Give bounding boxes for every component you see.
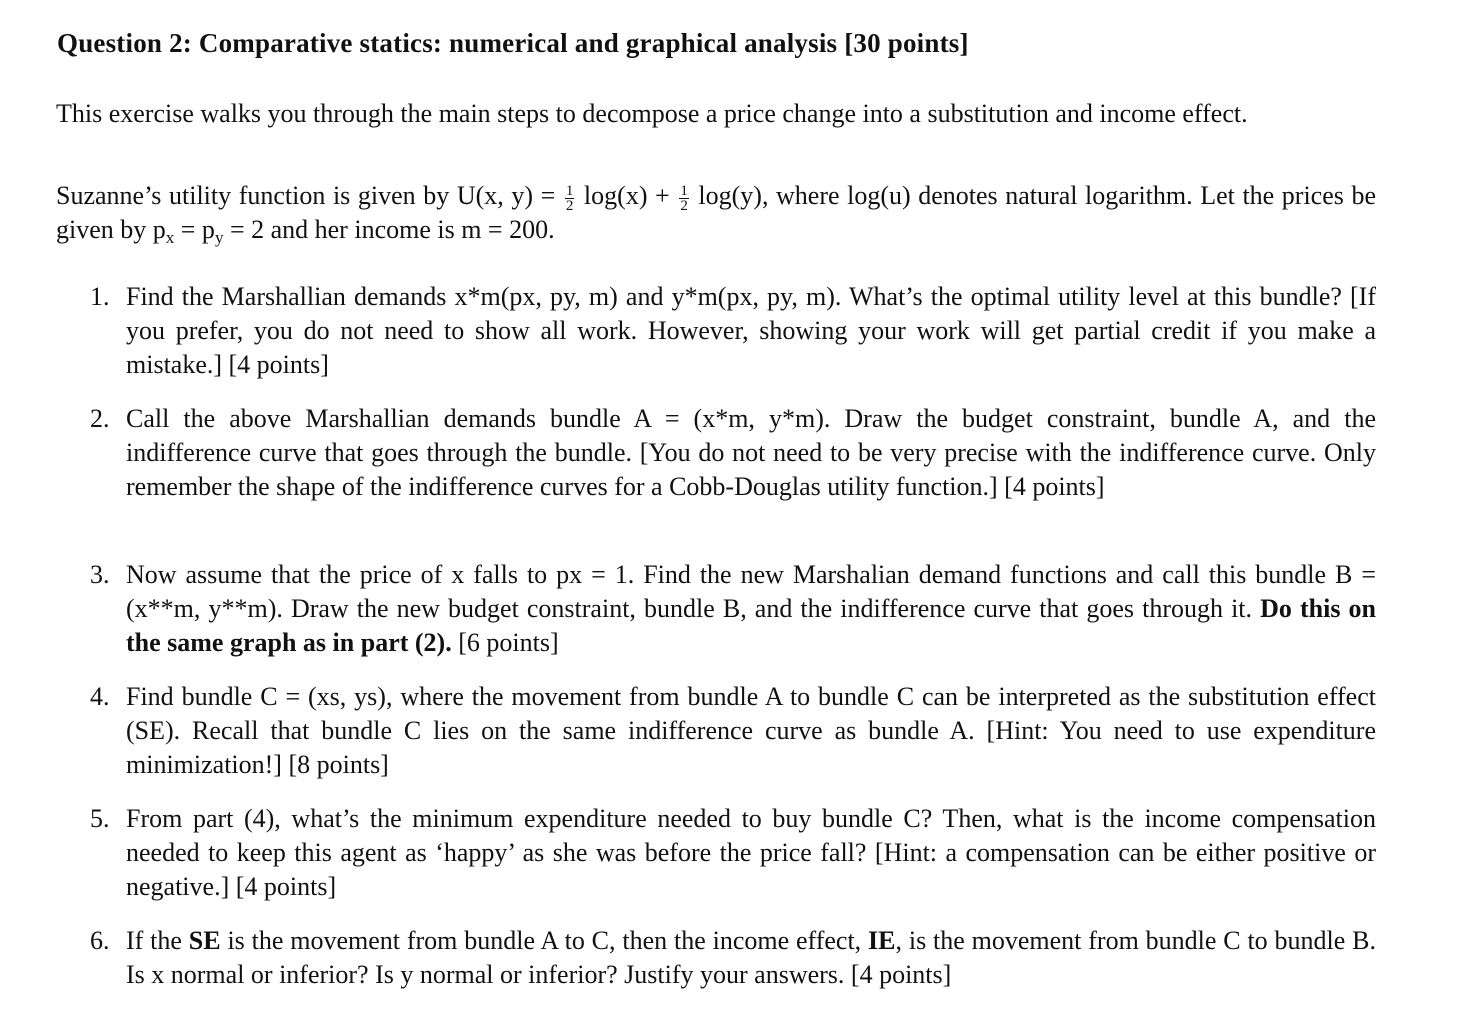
intro-paragraph-2: Suzanne’s utility function is given by U(x, y) = $\frac{1}{2}$ log(x) + $\frac{1}{2}$ log(y), where log(u) denotes natural logarithm. Let the prices be given by $p_x = p_y = 2$ and her income is m = 200. [56,181,1377,247]
question-heading: Question 2: Comparative statics: numerical and graphical analysis [30 points] [57,28,969,58]
frac-num-a: 1 [565,182,574,199]
item-3-bold: Do this on the same graph as in part (2). [126,594,1376,657]
intro-p2-part-e: = 2 and her income is m = 200. [223,215,555,244]
item-text: From part (4), what’s the minimum expenditure needed to buy bundle C? Then, what is the income compensation needed to keep this agent as ‘happy’ as she was before the price fall? [Hint: a compensation can be either positive or negative.] [4 points] [126,804,1376,901]
item-number: 3. [90,560,110,589]
fraction-one-half-b [679,184,689,213]
item-6-bold-ie: IE [868,926,896,955]
item-number: 6. [90,926,110,955]
item-text: Find the Marshallian demands x*m(px, py, m) and y*m(px, py, m). What’s the optimal utility level at this bundle? [If you prefer, you do not need to show all work. However, showing your work will get partial credit if you make a mistake.] [4 points] [126,282,1376,379]
item-number: 4. [90,682,110,711]
item-text: Call the above Marshallian demands bundle A = (x*m, y*m). Draw the budget constraint, bundle A, and the indifference curve that goes through the bundle. [You do not need to be very precise with the indifference curve. Only remember the shape of the indifference curves for a Cobb-Douglas utility function.] [4 points] [126,404,1376,501]
item-3-text-a: Now assume that the price of x falls to px = 1. Find the new Marshalian demand functions and call this bundle B = (x**m, y**m). Draw the new budget constraint, bundle B, and the indifference curve that goes through it. [126,560,1376,623]
item-6-text-b: is the movement from bundle A to C, then the income effect, [220,926,869,955]
item-number: 1. [90,282,110,311]
item-number: 2. [90,404,110,433]
frac-num-b: 1 [680,182,688,199]
frac-den-b: 2 [680,197,688,214]
item-6-text-c: , is the movement from bundle C to bundle B. Is x normal or inferior? Is y normal or inferior? Justify your answers. [4 points] [126,926,1376,989]
fraction-one-half-a [565,184,575,213]
intro-paragraph-1: This exercise walks you through the main steps to decompose a price change into a substitution and income effect. [56,99,1248,128]
item-6-text-a: If the [126,926,189,955]
item-6-bold-se: SE [188,926,221,955]
item-text: Find bundle C = (xs, ys), where the movement from bundle A to bundle C can be interpreted as the substitution effect (SE). Recall that bundle C lies on the same indifference curve as bundle A. [Hint: You need to use expenditure minimization!] [8 points] [126,682,1376,779]
item-number: 5. [90,804,110,833]
intro-p2-part-d: = p [174,215,215,244]
frac-den-a: 2 [565,197,574,214]
intro-p2-part-b: log(x) + [576,181,678,210]
intro-p2-part-c: log(y), where log(u) denotes natural logarithm. Let the prices be given by p [56,181,1377,244]
intro-p2-part-a: Suzanne’s utility function is given by U(x, y) = [56,181,563,210]
item-text [126,924,1376,992]
item-text [126,558,1376,660]
item-3-text-b: [6 points] [451,628,559,657]
